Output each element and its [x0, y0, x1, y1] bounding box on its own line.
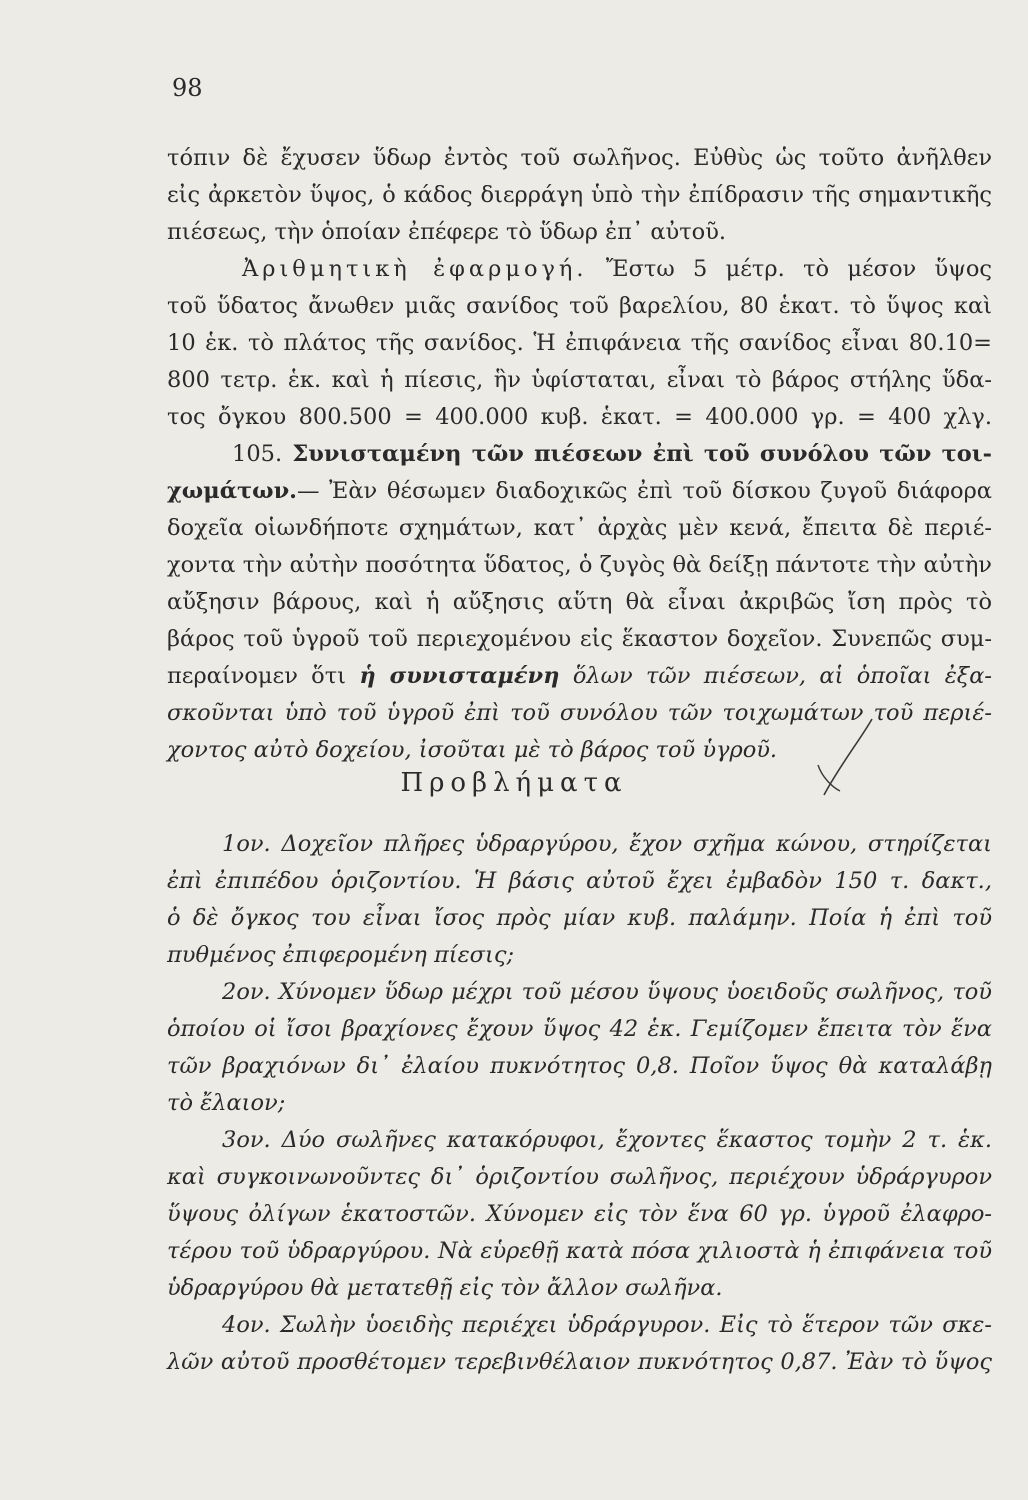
problem-3-line: 3ον. Δύο σωλῆνες κατακόρυφοι, ἔχοντες ἕκαστος τομὴν 2 τ. ἑκ. — [222, 1127, 992, 1153]
section-title-end: χωμάτων. — [167, 478, 298, 504]
text-run: — Ἐὰν θέσωμεν διαδοχικῶς ἐπὶ τοῦ δίσκου ζυγοῦ διάφορα — [297, 478, 992, 504]
problems-list — [167, 826, 992, 1381]
text-line: τόπιν δὲ ἔχυσεν ὕδωρ ἐντὸς τοῦ σωλῆνος. Εὐθὺς ὡς τοῦτο ἀνῆλθεν — [167, 145, 992, 171]
text-line — [167, 658, 992, 695]
text-line: χοντα τὴν αὐτὴν ποσότητα ὕδατος, ὁ ζυγὸς θὰ δείξῃ πάντοτε τὴν αὐτὴν — [167, 552, 992, 578]
text-line — [167, 251, 992, 288]
problem-2-line: τῶν βραχιόνων δι᾿ ἐλαίου πυκνότητος 0,8. Ποῖον ὕψος θὰ καταλάβῃ — [167, 1053, 992, 1079]
section-number: 105. — [232, 441, 283, 467]
problem-4-line: 4ον. Σωλὴν ὑοειδὴς περιέχει ὑδράργυρον. Εἰς τὸ ἕτερον τῶν σκε- — [222, 1312, 992, 1338]
problem-3-line: ὑδραργύρου θὰ μετατεθῇ εἰς τὸν ἄλλον σωλῆνα. — [167, 1275, 723, 1301]
problem-2-line: ὁποίου οἱ ἴσοι βραχίονες ἔχουν ὕψος 42 ἑκ. Γεμίζομεν ἔπειτα τὸν ἕνα — [167, 1016, 992, 1042]
problem-2-line: τὸ ἔλαιον; — [167, 1090, 286, 1116]
text-line: τοῦ ὕδατος ἄνωθεν μιᾶς σανίδος τοῦ βαρελίου, 80 ἑκατ. τὸ ὕψος καὶ — [167, 293, 992, 319]
problem-1-line: πυθμένος ἐπιφερομένη πίεσις; — [167, 942, 515, 968]
text-run: Ἔστω 5 μέτρ. τὸ μέσον ὕψος — [587, 256, 993, 282]
problem-1-line: 1ον. Δοχεῖον πλῆρες ὑδραργύρου, ἔχον σχῆμα κώνου, στηρίζεται — [222, 831, 992, 857]
text-line: τος ὄγκου 800.500 = 400.000 κυβ. ἑκατ. = 400.000 γρ. = 400 χλγ. — [167, 404, 992, 430]
text-line: αὔξησιν βάρους, καὶ ἡ αὔξησις αὕτη θὰ εἶναι ἀκριβῶς ἴση πρὸς τὸ — [167, 589, 992, 615]
problem-3-line: ὕψους ὀλίγων ἑκατοστῶν. Χύνομεν εἰς τὸν ἕνα 60 γρ. ὑγροῦ ἐλαφρο- — [167, 1201, 992, 1227]
problem-1-line: ὁ δὲ ὄγκος του εἶναι ἴσος πρὸς μίαν κυβ. παλάμην. Ποία ἡ ἐπὶ τοῦ — [167, 905, 992, 931]
page-number: 98 — [172, 74, 203, 102]
text-line — [167, 473, 992, 510]
body-text — [167, 140, 992, 769]
section-heading-line — [167, 436, 992, 473]
section-title: Συνισταμένη τῶν πιέσεων ἐπὶ τοῦ συνόλου τῶν τοι- — [282, 441, 992, 467]
problem-2-line: 2ον. Χύνομεν ὕδωρ μέχρι τοῦ μέσου ὕψους ὑοειδοῦς σωλῆνος, τοῦ — [222, 979, 992, 1005]
text-line: δοχεῖα οἱωνδήποτε σχημάτων, κατ᾿ ἀρχὰς μὲν κενά, ἔπειτα δὲ περιέ- — [167, 515, 992, 541]
problem-3-line: τέρου τοῦ ὑδραργύρου. Νὰ εὑρεθῇ κατὰ πόσα χιλιοστὰ ἡ ἐπιφάνεια τοῦ — [167, 1238, 992, 1264]
text-run: περαίνομεν ὅτι — [167, 663, 360, 689]
text-line: χοντος αὐτὸ δοχείου, ἰσοῦται μὲ τὸ βάρος τοῦ ὑγροῦ. — [167, 737, 778, 763]
problem-3-line: καὶ συγκοινωνοῦντες δι᾿ ὁριζοντίου σωλῆνος, περιέχουν ὑδράργυρον — [167, 1164, 992, 1190]
text-line: βάρος τοῦ ὑγροῦ τοῦ περιεχομένου εἰς ἕκαστον δοχεῖον. Συνεπῶς συμ- — [167, 626, 992, 652]
text-line: εἰς ἀρκετὸν ὕψος, ὁ κάδος διερράγη ὑπὸ τὴν ἐπίδρασιν τῆς σημαντικῆς — [167, 182, 992, 208]
text-line: 10 ἑκ. τὸ πλάτος τῆς σανίδος. Ἡ ἐπιφάνεια τῆς σανίδος εἶναι 80.10= — [167, 330, 992, 356]
problem-4-line: λῶν αὐτοῦ προσθέτομεν τερεβινθέλαιον πυκνότητος 0,87. Ἐὰν τὸ ὕψος — [167, 1349, 992, 1375]
text-line: πιέσεως, τὴν ὁποίαν ἐπέφερε τὸ ὕδωρ ἐπ᾿ αὐτοῦ. — [167, 219, 727, 245]
application-label: Ἀριθμητικὴ ἐφαρμογή. — [242, 256, 588, 282]
text-run: ὅλων τῶν πιέσεων, αἱ ὁποῖαι ἐξα- — [559, 663, 992, 689]
problems-heading: Προβλήματα — [400, 768, 628, 798]
emphasis-text: ἡ συνισταμένη — [359, 663, 560, 689]
text-line: 800 τετρ. ἑκ. καὶ ἡ πίεσις, ἣν ὑφίσταται, εἶναι τὸ βάρος στήλης ὕδα- — [167, 367, 992, 393]
problem-1-line: ἐπὶ ἐπιπέδου ὁριζοντίου. Ἡ βάσις αὐτοῦ ἔχει ἐμβαδὸν 150 τ. δακτ., — [167, 868, 992, 894]
text-line: σκοῦνται ὑπὸ τοῦ ὑγροῦ ἐπὶ τοῦ συνόλου τῶν τοιχωμάτων τοῦ περιέ- — [167, 700, 992, 726]
